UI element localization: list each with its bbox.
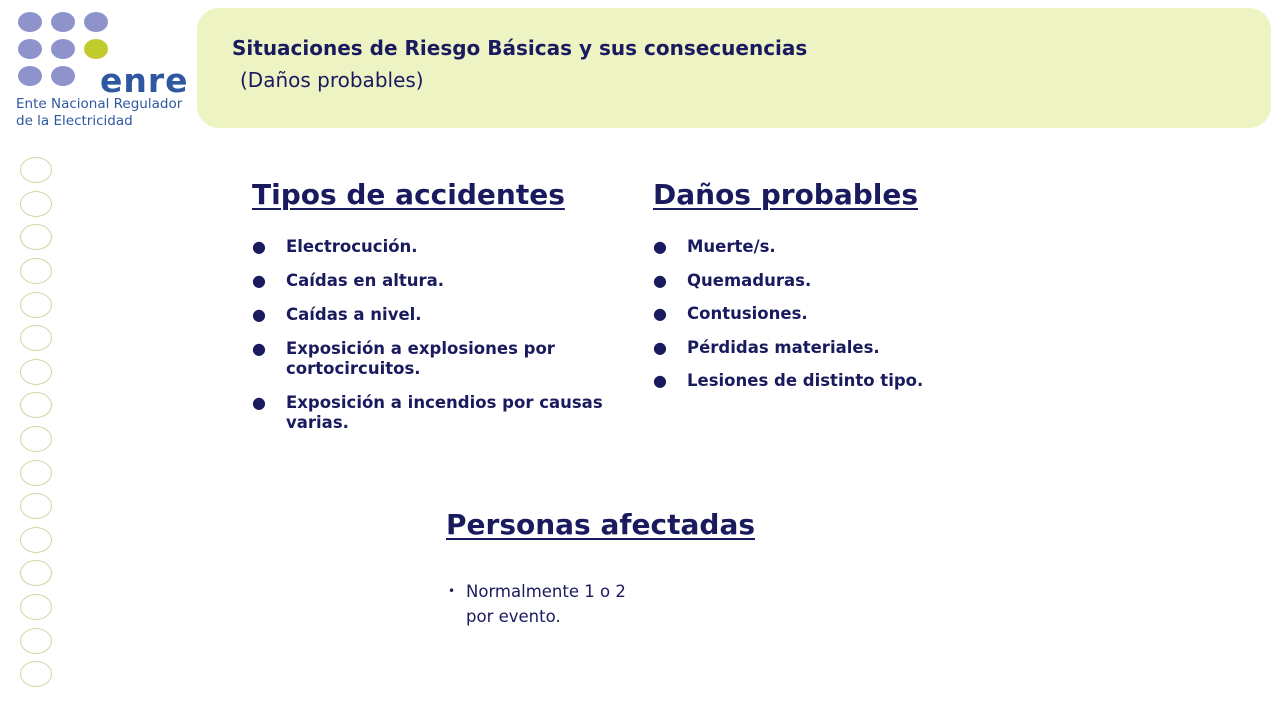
logo-dot (51, 66, 75, 86)
list-item (653, 304, 983, 324)
affected-people-heading: Personas afectadas (446, 508, 756, 541)
probable-damages-list (653, 237, 983, 391)
list-item (252, 271, 612, 291)
ring-decoration (20, 527, 52, 553)
ring-decoration (20, 594, 52, 620)
affected-people-line2: por evento. (466, 607, 561, 626)
ring-decoration (20, 224, 52, 250)
list-item-text: Caídas a nivel. (286, 305, 422, 324)
ring-decoration (20, 325, 52, 351)
logo-subtitle-line1: Ente Nacional Regulador (16, 96, 183, 112)
list-item (653, 371, 983, 391)
ring-decoration (20, 628, 52, 654)
bullet-icon: ● (653, 237, 667, 256)
bullet-icon: ● (252, 305, 266, 324)
list-item-text: Quemaduras. (687, 270, 812, 290)
bullet-icon: ● (252, 271, 266, 290)
bullet-icon: ● (252, 393, 266, 412)
ring-decoration (20, 460, 52, 486)
header-band (197, 8, 1271, 128)
affected-people-description (446, 579, 776, 629)
logo-dot (51, 12, 75, 32)
accident-types-heading: Tipos de accidentes (252, 178, 565, 211)
list-item-text: Exposición a incendios por causas varias. (286, 393, 603, 432)
ring-decoration (20, 661, 52, 687)
bullet-icon: • (448, 584, 456, 598)
list-item-text: Electrocución. (286, 237, 418, 256)
list-item (252, 339, 612, 379)
ring-decoration (20, 426, 52, 452)
list-item (653, 338, 983, 358)
logo-subtitle (16, 96, 182, 130)
logo-subtitle-line2: de la Electricidad (16, 113, 133, 129)
list-item (252, 393, 612, 433)
bullet-icon: ● (252, 339, 266, 358)
ring-decoration (20, 191, 52, 217)
bullet-icon: ● (653, 371, 667, 390)
list-item-text: Muerte/s. (687, 237, 776, 256)
affected-people-line1: Normalmente 1 o 2 (466, 582, 626, 601)
ring-decoration (20, 359, 52, 385)
ring-decoration (20, 560, 52, 586)
enre-logo (14, 10, 194, 135)
list-item (252, 305, 612, 325)
ring-decoration (20, 157, 52, 183)
list-item (653, 271, 983, 291)
logo-dot (18, 12, 42, 32)
page-subtitle: (Daños probables) (240, 68, 424, 92)
probable-damages-heading: Daños probables (653, 178, 919, 211)
logo-dot (51, 39, 75, 59)
logo-dot (18, 39, 42, 59)
logo-wordmark: enre (100, 61, 189, 100)
logo-dot (84, 12, 108, 32)
probable-damages-section (653, 178, 983, 405)
bullet-icon: ● (252, 237, 266, 256)
list-item-text: Pérdidas materiales. (687, 337, 880, 357)
ring-decoration (20, 292, 52, 318)
ring-decoration (20, 493, 52, 519)
bullet-icon: ● (653, 304, 667, 323)
list-item-text: Caídas en altura. (286, 271, 445, 290)
list-item-text: Contusiones. (687, 304, 808, 323)
list-item-text: Exposición a explosiones por cortocircuitos. (286, 339, 555, 378)
ring-decoration (20, 258, 52, 284)
list-item (653, 237, 983, 257)
bullet-icon: ● (653, 337, 667, 357)
affected-people-section (446, 508, 776, 629)
list-item-text: Lesiones de distinto tipo. (687, 371, 924, 390)
logo-dot (18, 66, 42, 86)
list-item (252, 237, 612, 257)
accident-types-list (252, 237, 612, 433)
page-title: Situaciones de Riesgo Básicas y sus consecuencias (232, 36, 808, 60)
logo-dot-accent (84, 39, 108, 59)
bullet-icon: ● (653, 270, 667, 290)
accident-types-section (252, 178, 612, 447)
ring-decoration (20, 392, 52, 418)
